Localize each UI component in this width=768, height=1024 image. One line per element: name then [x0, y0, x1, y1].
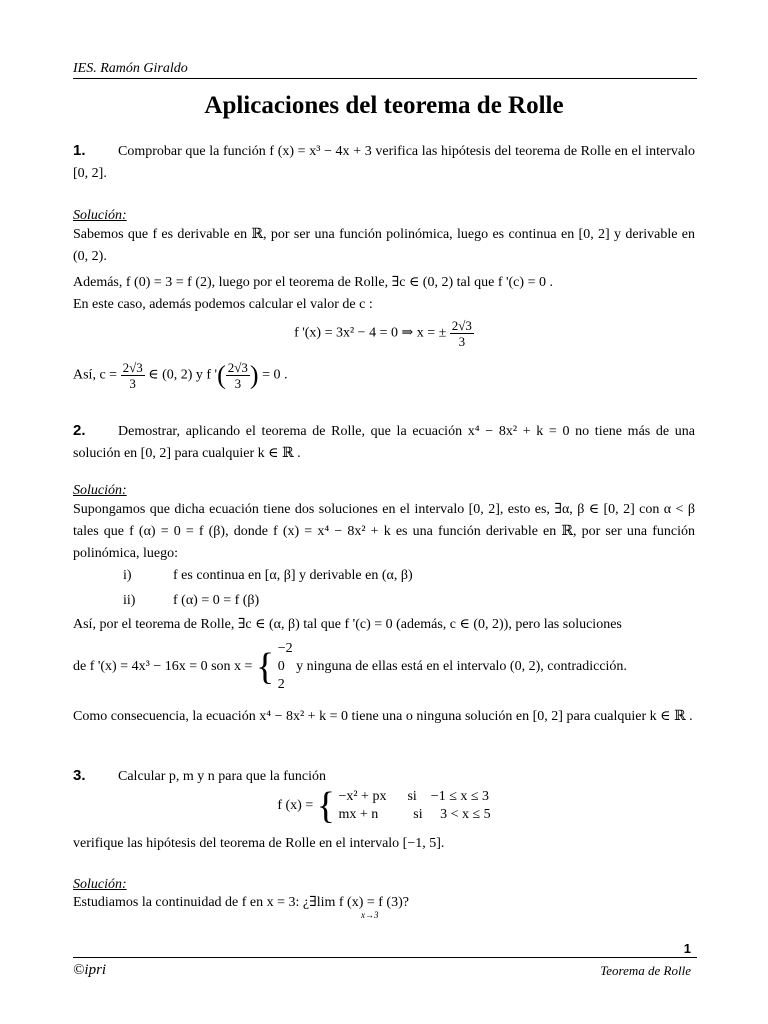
header-rule [73, 78, 697, 79]
conclusion-part-b: ∈ (0, 2) y f ' [148, 367, 218, 383]
line-part-a: de f '(x) = 4x³ − 16x = 0 son x = [73, 659, 253, 675]
item-label: ii) [123, 593, 136, 608]
exercise-2-number: 2. [73, 422, 86, 439]
conclusion-fraction-2 [226, 360, 250, 391]
piece-2: mx + n si 3 < x ≤ 5 [338, 807, 491, 822]
item-label: i) [123, 568, 132, 583]
equation-left: f '(x) = 3x² − 4 = 0 ⇒ x = ± [294, 325, 447, 341]
exercise-1-conclusion [73, 360, 695, 391]
line-text: Estudiamos la continuidad de f en x = 3: ¿∃lim f (x) = f (3)? [73, 895, 409, 910]
fraction-denominator: 3 [129, 376, 136, 391]
exercise-2-line-4: Como consecuencia, la ecuación x⁴ − 8x² + k = 0 tiene una o ninguna solución en [0, 2] para cualquier k ∈ ℝ . [73, 709, 693, 724]
exercise-2-statement [73, 420, 695, 465]
line-part-b: y ninguna de ellas está en el intervalo (0, 2), contradicción. [296, 659, 627, 675]
item-text: f es continua en [α, β] y derivable en (α, β) [173, 568, 413, 583]
left-paren: ( [217, 360, 226, 390]
conclusion-fraction-1 [121, 360, 145, 391]
exercise-1-line-2: Además, f (0) = 3 = f (2), luego por el teorema de Rolle, ∃c ∈ (0, 2) tal que f '(c) = 0 . [73, 275, 553, 290]
fraction-denominator: 3 [458, 334, 466, 349]
limit-subscript: x→3 [361, 910, 379, 920]
exercise-3-function [73, 785, 695, 827]
piece-1: −x² + px si −1 ≤ x ≤ 3 [338, 789, 490, 804]
solution-label: Solución: [73, 483, 127, 498]
exercise-1-line-3: En este caso, además podemos calcular el valor de c : [73, 297, 373, 312]
exercise-3-line-1: verifique las hipótesis del teorema de Rolle en el intervalo [−1, 5]. [73, 836, 445, 851]
exercise-3-text: Calcular p, m y n para que la función [118, 769, 326, 784]
fraction-numerator: 2√3 [227, 360, 248, 375]
exercise-2-line-3 [73, 640, 695, 694]
conclusion-part-a: Así, c = [73, 367, 118, 383]
exercise-2-line-2: Así, por el teorema de Rolle, ∃c ∈ (α, β) tal que f '(c) = 0 (además, c ∈ (0, 2)), pero las soluciones [73, 617, 622, 632]
exercise-3-statement [73, 765, 695, 788]
roots-list [278, 640, 293, 694]
function-pieces [338, 788, 490, 824]
solution-label: Solución: [73, 208, 127, 223]
exercise-1-number: 1. [73, 142, 86, 159]
exercise-1-text: Comprobar que la función f (x) = x³ − 4x + 3 verifica las hipótesis del teorema de Rolle en el intervalo [0, 2]. [73, 144, 695, 181]
fraction-denominator: 3 [234, 376, 242, 391]
page-title: Aplicaciones del teorema de Rolle [204, 92, 564, 119]
root-3: 2 [277, 677, 285, 692]
page-number: 1 [683, 941, 691, 956]
footer-topic: Teorema de Rolle [600, 963, 691, 978]
exercise-2-line-1: Supongamos que dicha ecuación tiene dos soluciones en el intervalo [0, 2], esto es, ∃α, β ∈ [0, 2] con α < β tales que f (α) = 0 = f (β), donde f (x) = x⁴ − 8x² + k es una función derivable en ℝ, por ser una función polinómica, luego: [73, 502, 695, 561]
fraction-numerator: 2√3 [122, 360, 143, 375]
brace: { [255, 646, 275, 688]
right-paren: ) [249, 360, 259, 390]
exercise-2-item-2 [73, 590, 695, 612]
exercise-1-statement [73, 140, 695, 185]
fraction-numerator: 2√3 [451, 318, 472, 333]
conclusion-part-c: = 0 . [262, 367, 288, 383]
footer-rule [73, 957, 697, 958]
item-text: f (α) = 0 = f (β) [173, 593, 260, 608]
solution-label: Solución: [73, 877, 127, 892]
header-school: IES. Ramón Giraldo [73, 61, 188, 76]
function-name: f (x) = [277, 798, 314, 814]
footer-author: ©ipri [73, 962, 107, 978]
root-2: 0 [277, 659, 285, 674]
exercise-2-item-1 [73, 565, 695, 587]
exercise-2-text: Demostrar, aplicando el teorema de Rolle, que la ecuación x⁴ − 8x² + k = 0 no tiene más de una solución en [0, 2] para cualquier k ∈ ℝ . [73, 424, 695, 461]
brace: { [316, 785, 335, 827]
exercise-1-equation [73, 318, 695, 349]
equation-fraction [450, 318, 474, 349]
exercise-1-line-1: Sabemos que f es derivable en ℝ, por ser una función polinómica, luego es continua en [0, 2] y derivable en (0, 2). [73, 227, 695, 264]
exercise-3-number: 3. [73, 767, 86, 784]
exercise-3-line-2 [73, 892, 695, 914]
root-1: −2 [277, 641, 293, 656]
